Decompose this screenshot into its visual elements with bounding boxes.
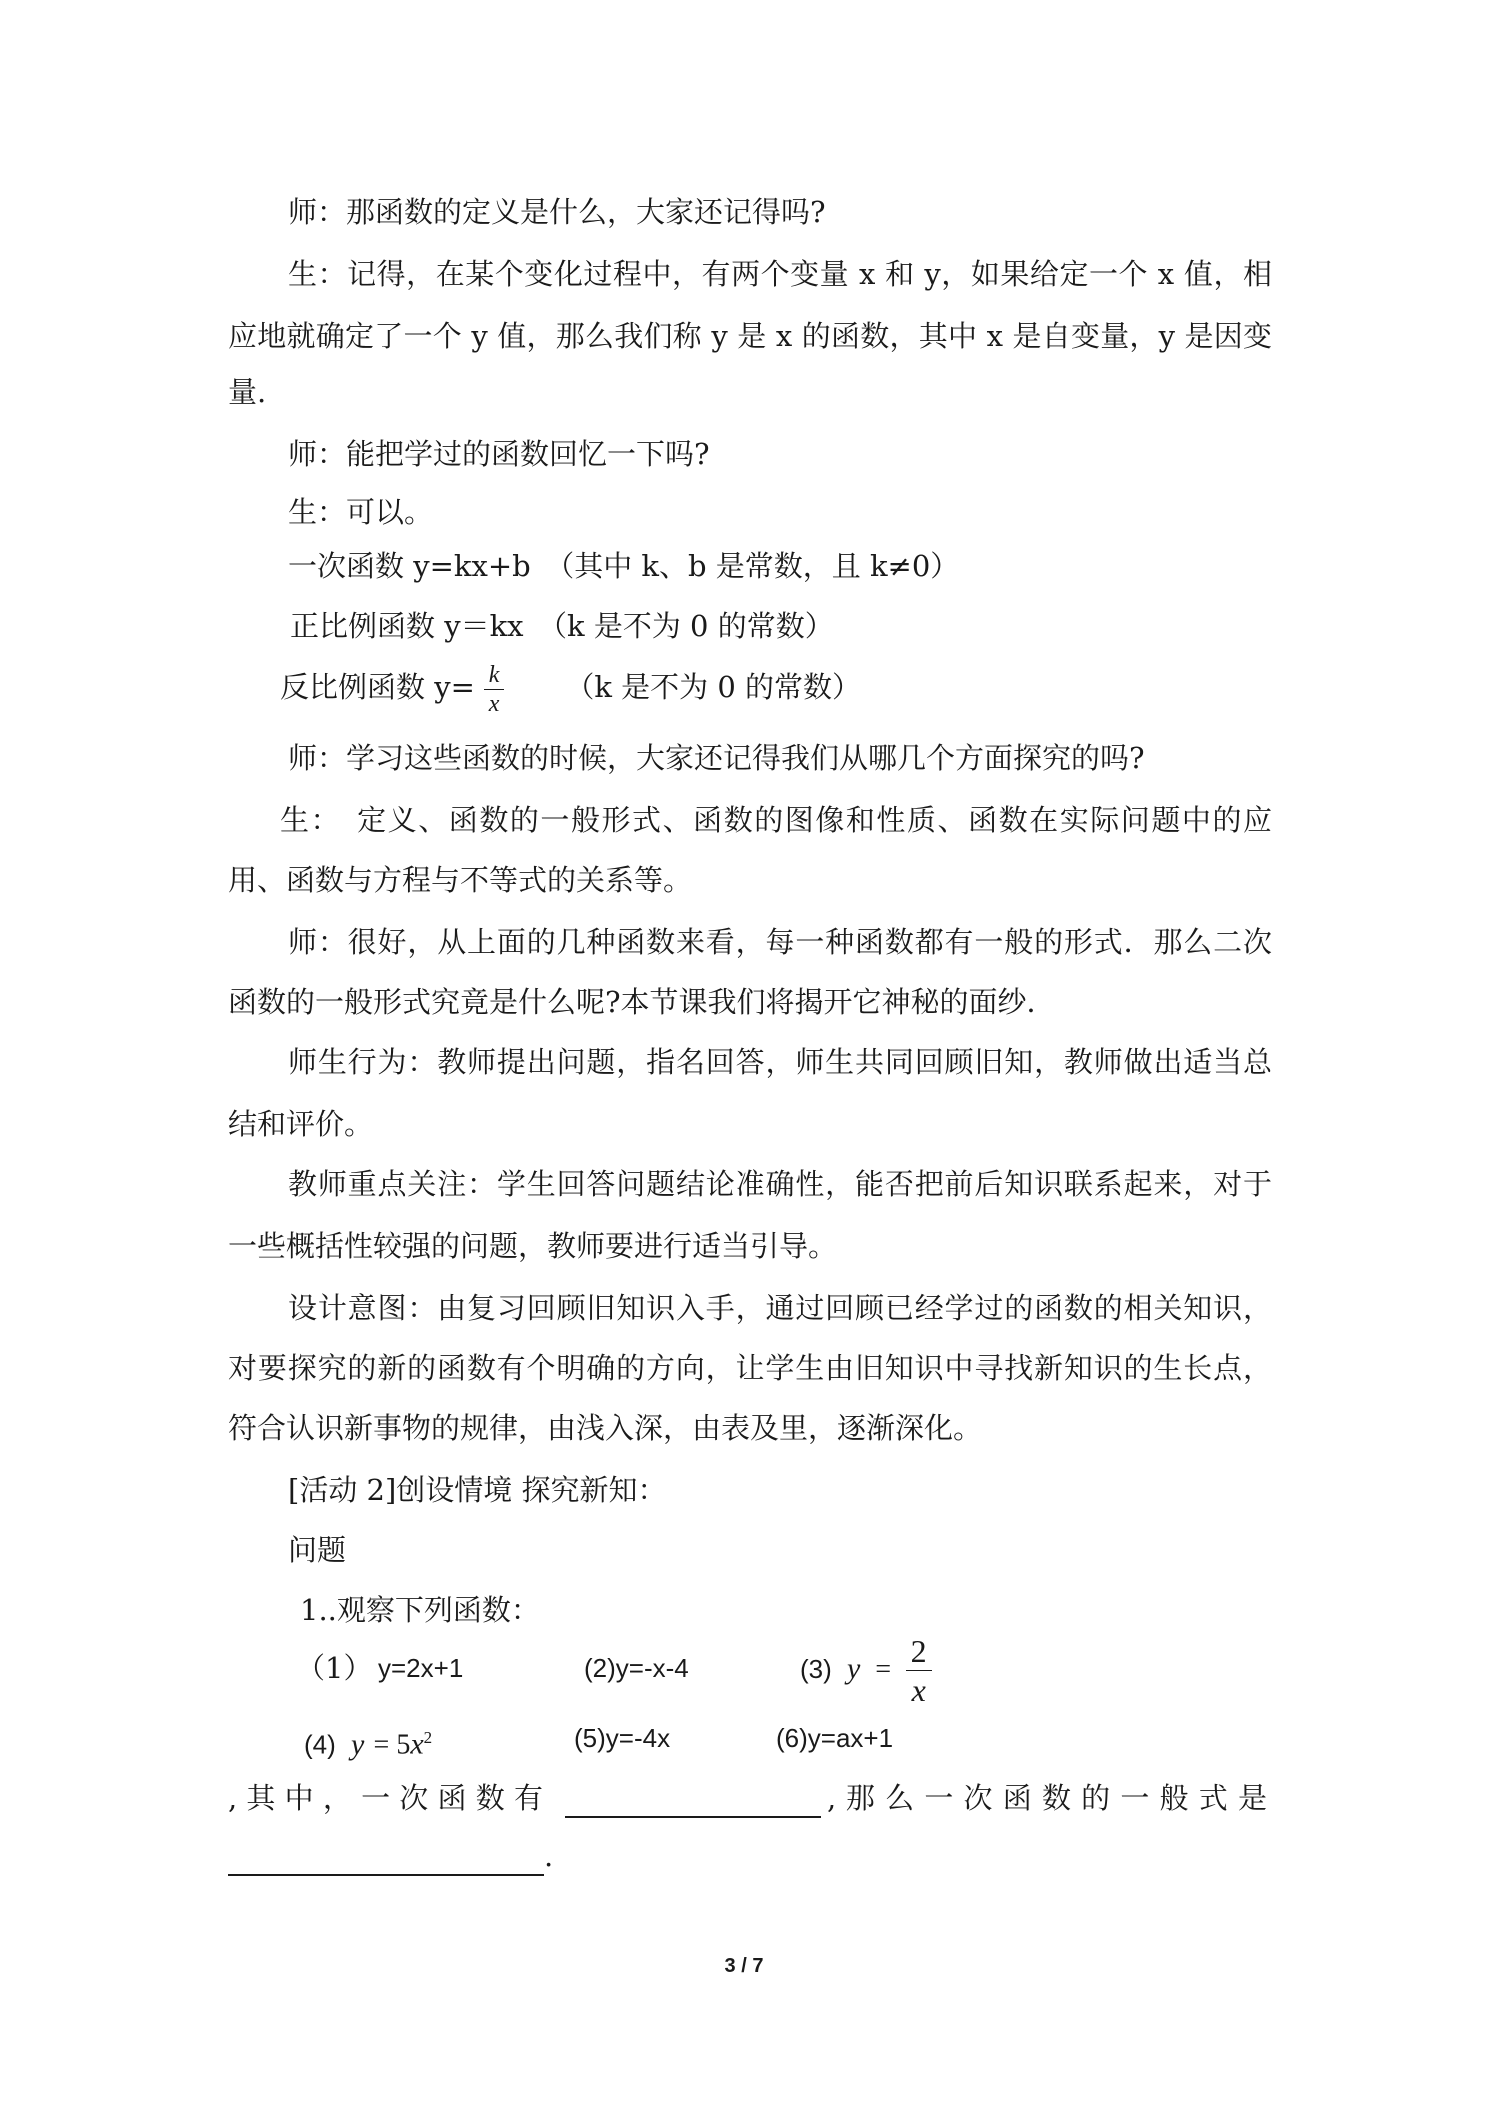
paragraph-teacher-question-3: 师：学习这些函数的时候，大家还记得我们从哪几个方面探究的吗?	[288, 741, 1145, 775]
function-3-denominator: x	[911, 1671, 926, 1708]
function-4-x: x	[410, 1727, 424, 1761]
paragraph-design-line1: 设计意图：由复习回顾旧知识入手，通过回顾已经学过的函数的相关知识，	[288, 1291, 1272, 1325]
answer-blank-2[interactable]	[228, 1844, 544, 1876]
inverse-suffix: （k 是不为 0 的常数）	[565, 670, 862, 704]
fraction-denominator: x	[488, 690, 500, 717]
function-1: y=2x+1	[378, 1653, 464, 1683]
paragraph-student-answer-line3: 量.	[228, 375, 267, 409]
function-3-numerator: 2	[910, 1632, 927, 1669]
fill-blank-end: .	[544, 1839, 554, 1873]
function-4-label: (4)	[304, 1729, 336, 1760]
function-4	[304, 1718, 432, 1766]
answer-blank-1[interactable]	[565, 1786, 821, 1818]
paragraph-teacher-intro-line2: 函数的一般形式究竟是什么呢?本节课我们将揭开它神秘的面纱．	[228, 985, 1056, 1019]
formula-inverse-proportion	[280, 650, 861, 724]
function-4-eq: = 5	[373, 1729, 411, 1761]
fill-blank-mid: , 那 么 一 次 函 数 的 一 般 式 是	[827, 1781, 1267, 1815]
function-3-fraction	[906, 1632, 932, 1709]
paragraph-focus-line1: 教师重点关注：学生回答问题结论准确性，能否把前后知识联系起来，对于	[288, 1167, 1272, 1201]
formula-direct-proportion: 正比例函数 y＝kx （k 是不为 0 的常数）	[290, 609, 834, 643]
function-6: (6)y=ax+1	[776, 1723, 894, 1753]
paragraph-focus-line2: 一些概括性较强的问题，教师要进行适当引导。	[228, 1229, 838, 1263]
activity-heading: [活动 2]创设情境 探究新知：	[288, 1473, 667, 1507]
paragraph-behavior-line1: 师生行为：教师提出问题，指名回答，师生共同回顾旧知，教师做出适当总	[288, 1045, 1272, 1079]
function-2: (2)y=-x-4	[584, 1653, 689, 1683]
function-3	[800, 1618, 932, 1718]
fill-blank-line	[228, 1778, 1272, 1818]
paragraph-student-aspects-line1: 生： 定义、函数的一般形式、函数的图像和性质、函数在实际问题中的应	[280, 803, 1272, 837]
page-number: 3 / 7	[724, 1955, 764, 1977]
fill-blank-line2	[228, 1836, 553, 1876]
paragraph-student-reply: 生：可以。	[288, 495, 434, 529]
function-5: (5)y=-4x	[574, 1723, 671, 1753]
formula-linear-function: 一次函数 y=kx+b （其中 k、b 是常数，且 k≠0）	[288, 549, 960, 583]
inverse-fraction	[484, 661, 504, 718]
paragraph-teacher-question-1: 师：那函数的定义是什么，大家还记得吗?	[288, 195, 826, 229]
paragraph-teacher-question-2: 师：能把学过的函数回忆一下吗?	[288, 437, 710, 471]
function-4-y: y	[351, 1727, 365, 1761]
question-1-text: 1..观察下列函数：	[300, 1593, 540, 1627]
function-1-label: （1）	[296, 1651, 373, 1685]
paragraph-behavior-line2: 结和评价。	[228, 1107, 374, 1141]
paragraph-student-answer-line1: 生：记得，在某个变化过程中，有两个变量 x 和 y，如果给定一个 x 值，相	[288, 257, 1272, 291]
paragraph-student-aspects-line2: 用、函数与方程与不等式的关系等。	[228, 863, 693, 897]
question-heading: 问题	[288, 1533, 347, 1567]
function-3-label: (3)	[800, 1654, 832, 1684]
function-3-y: y	[847, 1652, 861, 1685]
function-3-eq: =	[873, 1654, 893, 1685]
paragraph-teacher-intro-line1: 师：很好，从上面的几种函数来看，每一种函数都有一般的形式．那么二次	[288, 925, 1272, 959]
paragraph-design-line3: 符合认识新事物的规律，由浅入深，由表及里，逐渐深化。	[228, 1411, 983, 1445]
function-4-exponent: 2	[423, 1728, 433, 1747]
paragraph-student-answer-line2: 应地就确定了一个 y 值，那么我们称 y 是 x 的函数，其中 x 是自变量，y 是因变	[228, 319, 1272, 353]
fraction-numerator: k	[488, 661, 500, 688]
fill-blank-prefix: , 其 中 ， 一 次 函 数 有	[228, 1781, 543, 1815]
paragraph-design-line2: 对要探究的新的函数有个明确的方向，让学生由旧知识中寻找新知识的生长点，	[228, 1351, 1272, 1385]
inverse-prefix: 反比例函数 y=	[280, 670, 475, 704]
